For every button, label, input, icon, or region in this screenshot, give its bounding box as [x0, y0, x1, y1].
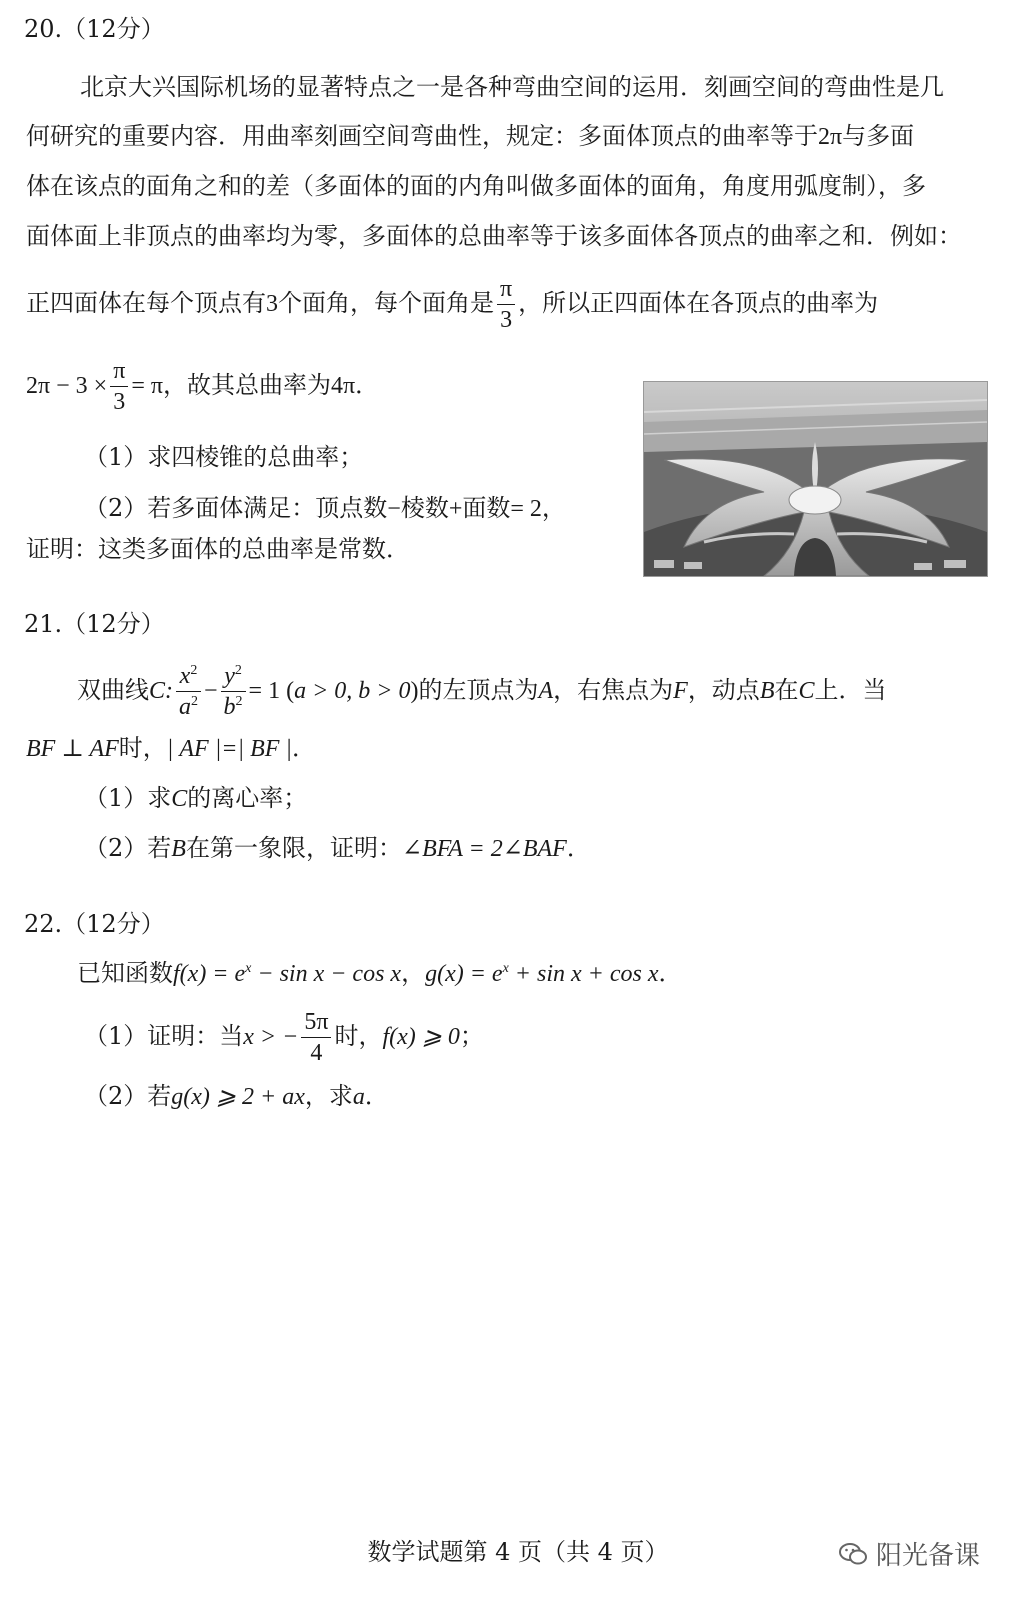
q22-comma: ，: [401, 959, 426, 987]
q21-sub-1: [84, 781, 307, 816]
q20-sub-2-c: 棱数: [400, 494, 449, 522]
q20-line-5-mid: 个面角，每个面角是: [278, 289, 494, 317]
airport-photo: [643, 381, 988, 577]
q22-sub-1-time: 时，: [334, 1022, 383, 1050]
q20-sub-1: （1）求四棱锥的总曲率；: [84, 443, 364, 471]
q21-frac-x-den: a: [179, 694, 191, 720]
q21-line-1: [77, 657, 887, 724]
q20-fraction-pi-over-3: [497, 277, 515, 332]
q20-line-2-text: 何研究的重要内容．用曲率刻画空间弯曲性，规定：多面体顶点的曲率等于: [26, 122, 818, 150]
q21-sub-2-a: （2）若: [84, 834, 172, 862]
q21-conditions: a > 0, b > 0: [294, 678, 411, 704]
q20-expr-start: 2π − 3 ×: [26, 373, 108, 399]
q22-line-1-end: ．: [658, 959, 683, 987]
q20-sub-2-plus: +: [448, 496, 463, 522]
page-footer: 数学试题第 4 页（共 4 页）: [367, 1538, 669, 1566]
q20-four-pi: 4π: [330, 373, 356, 399]
q21-line-2: [26, 731, 316, 766]
q20-three: 3: [266, 291, 278, 317]
wechat-icon: [838, 1541, 868, 1567]
q20-line-5-end: ，所以正四面体在各顶点的曲率为: [518, 289, 879, 317]
q21-sub-2-c: 在第一象限，证明：: [185, 834, 402, 862]
watermark: [838, 1535, 980, 1572]
q21-right-focus-text: ，右焦点为: [553, 676, 674, 704]
q21-curve-c: C: [798, 678, 815, 704]
q20-sub-2-minus: −: [387, 496, 401, 522]
q22-frac-den: 4: [301, 1037, 331, 1065]
q22-sub-2-c: ，求: [304, 1082, 353, 1110]
watermark-text: 阳光备课: [875, 1541, 980, 1571]
q21-sub-1-c: C: [171, 786, 188, 812]
q20-line-2: [26, 119, 914, 154]
q21-on-text: 在: [774, 676, 799, 704]
q20-line-6-end: ．: [355, 371, 380, 399]
q20-sub-2-cont: 证明：这类多面体的总曲率是常数．: [26, 535, 410, 563]
q21-frac-x: [176, 664, 201, 719]
q21-left-vertex-text: 的左顶点为: [418, 676, 539, 704]
q22-f-def-a: f(x) = e: [173, 961, 246, 987]
q20-header: 20.（12分）: [24, 15, 165, 43]
q21-equal-lengths: | AF |=| BF |: [166, 736, 293, 762]
q20-two-pi: 2π: [818, 124, 843, 150]
q22-g-exp: x: [502, 961, 509, 976]
q20-sub-2-eq: = 2: [510, 496, 542, 522]
q22-sub-1-ineq: f(x) ⩾ 0: [382, 1024, 460, 1050]
q20-expr-end: = π: [131, 373, 163, 399]
q20-line-1: 北京大兴国际机场的显著特点之一是各种弯曲空间的运用．刻画空间的弯曲性是几: [80, 73, 944, 101]
q21-frac-y-den: b: [223, 694, 236, 720]
q22-sub-2-ineq: g(x) ⩾ 2 + ax: [171, 1084, 305, 1110]
airport-illustration: [644, 382, 987, 576]
q22-line-1: [77, 956, 682, 991]
q21-eq-one: = 1 (: [248, 678, 295, 704]
q21-sub-2-angles: ∠BFA = 2∠BAF: [401, 836, 567, 862]
q22-f-def-b: − sin x − cos x: [251, 961, 402, 987]
q22-sub-2-a: （2）若: [84, 1082, 172, 1110]
q21-frac-x-num: x: [179, 663, 191, 689]
q21-minus: −: [204, 678, 218, 704]
q21-frac-y-num-sq: 2: [234, 663, 242, 678]
q22-frac-5pi-over-4: [301, 1010, 331, 1065]
q21-frac-x-num-sq: 2: [190, 663, 198, 678]
q22-sub-1-a: （1）证明：当: [84, 1022, 244, 1050]
q20-line-4: 面体面上非顶点的曲率均为零，多面体的总曲率等于该多面体各顶点的曲率之和．例如：: [26, 222, 962, 250]
q20-line-6-text: ，故其总曲率为: [162, 371, 331, 399]
q22-g-def-b: + sin x + cos x: [508, 961, 659, 987]
q20-line-5-text: 正四面体在每个顶点有: [26, 289, 266, 317]
q20-frac-den-b: 3: [110, 386, 128, 414]
q21-text-hyperbola: 双曲线: [77, 676, 149, 704]
q21-perp: BF ⊥ AF: [26, 736, 119, 762]
q21-sub-2: [84, 831, 591, 866]
q21-moving-point-text: ，动点: [687, 676, 760, 704]
q21-frac-y-den-sq: 2: [235, 694, 243, 709]
q21-time-text: 时，: [118, 734, 167, 762]
q20-line-2-end: 与多面: [842, 122, 915, 150]
q21-frac-y: [221, 664, 246, 719]
q21-sub-2-b: B: [171, 836, 186, 862]
q20-frac-num-b: π: [113, 358, 126, 384]
q21-header: 21.（12分）: [24, 610, 165, 638]
q20-sub-2-g: ，: [541, 494, 566, 522]
q22-sub-1-x: x > −: [243, 1024, 299, 1050]
q21-point-a: A: [538, 678, 554, 704]
q20-sub-2-e: 面数: [462, 494, 511, 522]
q20-frac-num: π: [500, 276, 513, 302]
q22-sub-2: [84, 1079, 389, 1114]
q22-header: 22.（12分）: [24, 910, 165, 938]
q21-frac-y-num: y: [224, 663, 235, 689]
q22-sub-2-a-var: a: [352, 1084, 365, 1110]
q20-frac-den: 3: [497, 304, 515, 332]
q22-sub-1-end: ；: [459, 1022, 484, 1050]
q20-sub-2: [84, 491, 566, 526]
q21-paren-close: ): [410, 678, 419, 704]
q21-line-2-end: ．: [292, 734, 317, 762]
q22-sub-1: [84, 1004, 484, 1069]
q21-point-b: B: [759, 678, 775, 704]
q22-g-def-a: g(x) = e: [425, 961, 503, 987]
q21-sub-1-end: 的离心率；: [187, 784, 308, 812]
q21-point-f: F: [673, 678, 688, 704]
q20-fraction-pi-over-3-b: [110, 359, 128, 414]
q20-line-3: 体在该点的面角之和的差（多面体的面的内角叫做多面体的面角，角度用弧度制），多: [26, 172, 926, 200]
q21-sub-1-a: （1）求: [84, 784, 172, 812]
q22-frac-num: 5π: [304, 1009, 329, 1035]
q20-line-6: [26, 355, 379, 416]
q22-f-exp: x: [245, 961, 252, 976]
q21-curve-name: C:: [149, 678, 173, 704]
q21-sub-2-end: ．: [566, 834, 591, 862]
q21-when-text: 上．当: [814, 676, 887, 704]
q22-given-text: 已知函数: [77, 959, 173, 987]
q20-line-5: [26, 273, 878, 334]
q22-sub-2-end: ．: [364, 1082, 389, 1110]
q20-sub-2-a: （2）若多面体满足：顶点数: [84, 494, 388, 522]
q21-frac-x-den-sq: 2: [191, 694, 198, 709]
